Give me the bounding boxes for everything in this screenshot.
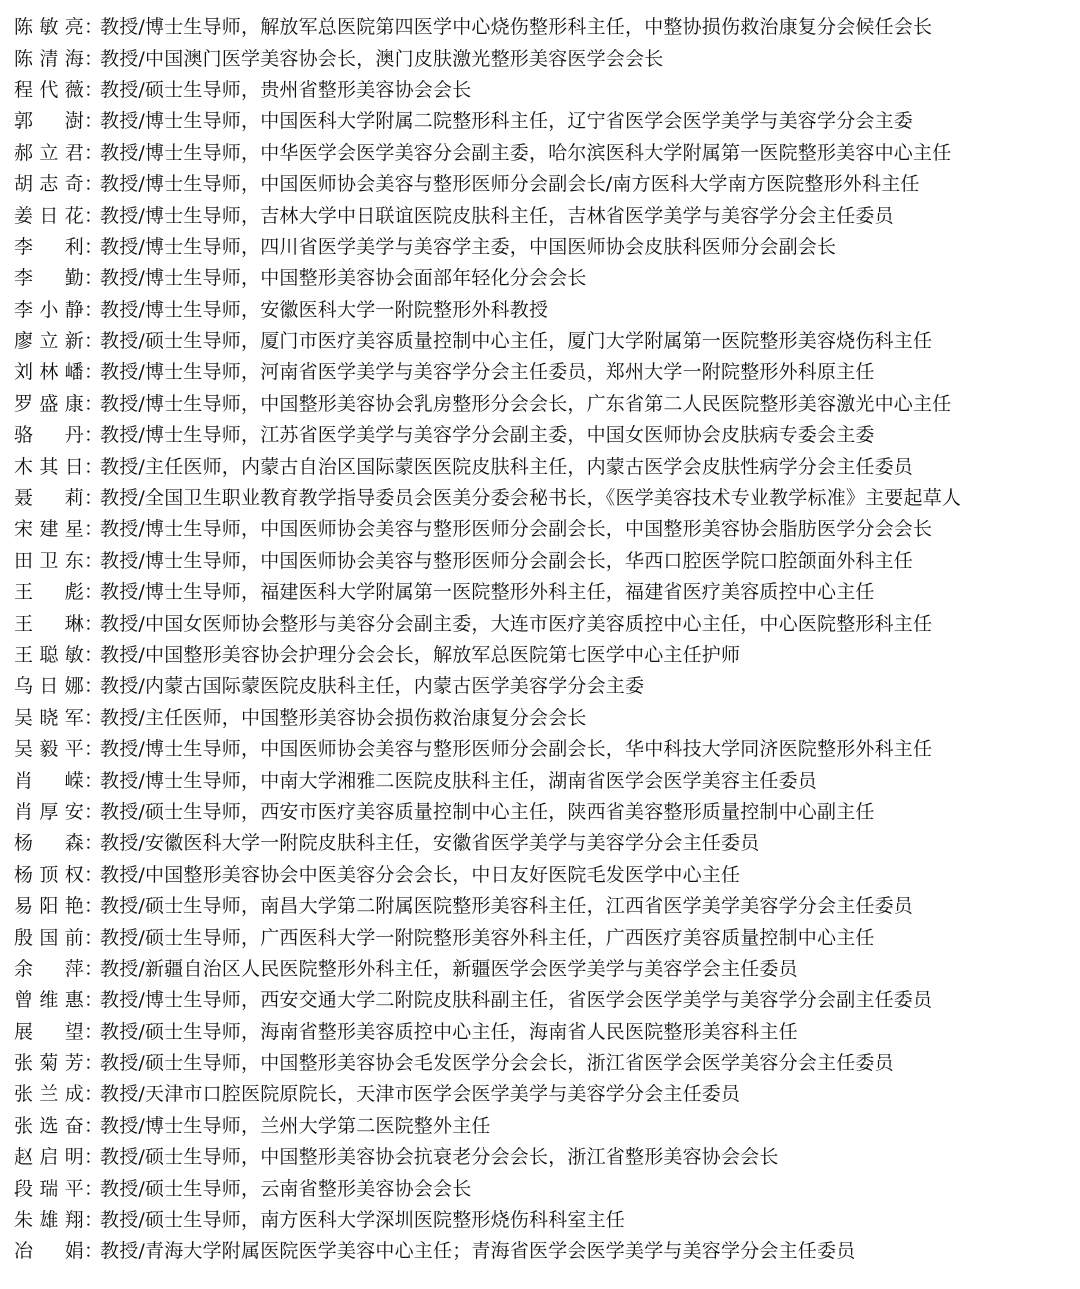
- expert-description: 教授/中国女医师协会整形与美容分会副主委，大连市医疗美容质控中心主任，中心医院整形科主任: [100, 612, 933, 635]
- list-item: [14, 167, 1074, 198]
- list-item: [14, 763, 1074, 794]
- list-item: [14, 481, 1074, 512]
- separator: ：: [84, 361, 104, 384]
- expert-description: 教授/主任医师，中国整形美容协会损伤救治康复分会会长: [100, 706, 587, 729]
- list-item: [14, 983, 1074, 1014]
- expert-name: 木其日: [14, 455, 84, 478]
- expert-name: 骆 丹: [14, 424, 84, 447]
- separator: ：: [84, 1114, 104, 1137]
- separator: ：: [84, 549, 104, 572]
- expert-name: 程代薇: [14, 78, 84, 101]
- separator: ：: [84, 989, 104, 1012]
- expert-name: 宋建星: [14, 518, 84, 541]
- expert-description: 教授/中国澳门医学美容协会长，澳门皮肤激光整形美容医学会会长: [100, 47, 664, 70]
- separator: ：: [84, 675, 104, 698]
- expert-description: 教授/主任医师，内蒙古自治区国际蒙医医院皮肤科主任，内蒙古医学会皮肤性病学分会主任委员: [100, 455, 914, 478]
- list-item: [14, 41, 1074, 72]
- expert-name: 张选奋: [14, 1114, 84, 1137]
- expert-description: 教授/博士生导师，河南省医学美学与美容学分会主任委员，郑州大学一附院整形外科原主任: [100, 361, 875, 384]
- expert-description: 教授/博士生导师，吉林大学中日联谊医院皮肤科主任，吉林省医学美学与美容学分会主任委员: [100, 204, 894, 227]
- separator: ：: [84, 895, 104, 918]
- expert-description: 教授/博士生导师，中南大学湘雅二医院皮肤科主任，湖南省医学会医学美容主任委员: [100, 769, 818, 792]
- expert-description: 教授/安徽医科大学一附院皮肤科主任，安徽省医学美学与美容学分会主任委员: [100, 832, 760, 855]
- expert-description: 教授/博士生导师，西安交通大学二附院皮肤科副主任，省医学会医学美学与美容学分会副主任委员: [100, 989, 933, 1012]
- separator: ：: [84, 1177, 104, 1200]
- list-item: [14, 920, 1074, 951]
- expert-name: 郝立君: [14, 141, 84, 164]
- list-item: [14, 104, 1074, 135]
- separator: ：: [84, 706, 104, 729]
- expert-description: 教授/硕士生导师，云南省整形美容协会会长: [100, 1177, 472, 1200]
- separator: ：: [84, 1083, 104, 1106]
- expert-name: 王 琳: [14, 612, 84, 635]
- separator: ：: [84, 957, 104, 980]
- separator: ：: [84, 1146, 104, 1169]
- separator: ：: [84, 738, 104, 761]
- list-item: [14, 1015, 1074, 1046]
- expert-description: 教授/博士生导师，中国医师协会美容与整形医师分会副会长/南方医科大学南方医院整形外科主任: [100, 173, 920, 196]
- expert-description: 教授/博士生导师，中国整形美容协会面部年轻化分会会长: [100, 267, 587, 290]
- separator: ：: [84, 78, 104, 101]
- separator: ：: [84, 1240, 104, 1263]
- expert-name: 王 彪: [14, 581, 84, 604]
- expert-description: 教授/硕士生导师，中国整形美容协会抗衰老分会会长，浙江省整形美容协会会长: [100, 1146, 779, 1169]
- expert-description: 教授/硕士生导师，海南省整形美容质控中心主任，海南省人民医院整形美容科主任: [100, 1020, 798, 1043]
- separator: ：: [84, 926, 104, 949]
- list-item: [14, 1140, 1074, 1171]
- expert-name: 吴晓军: [14, 706, 84, 729]
- separator: ：: [84, 769, 104, 792]
- separator: ：: [84, 800, 104, 823]
- list-item: [14, 10, 1074, 41]
- list-item: [14, 1046, 1074, 1077]
- expert-description: 教授/博士生导师，安徽医科大学一附院整形外科教授: [100, 298, 549, 321]
- list-item: [14, 387, 1074, 418]
- separator: ：: [84, 267, 104, 290]
- separator: ：: [84, 1209, 104, 1232]
- separator: ：: [84, 47, 104, 70]
- expert-description: 教授/新疆自治区人民医院整形外科主任，新疆医学会医学美学与美容学会主任委员: [100, 957, 798, 980]
- separator: ：: [84, 330, 104, 353]
- expert-name: 陈敏亮: [14, 16, 84, 39]
- expert-description: 教授/博士生导师，中华医学会医学美容分会副主委，哈尔滨医科大学附属第一医院整形美容中心主任: [100, 141, 952, 164]
- list-item: [14, 952, 1074, 983]
- expert-name: 刘林嶓: [14, 361, 84, 384]
- expert-description: 教授/硕士生导师，广西医科大学一附院整形美容外科主任，广西医疗美容质量控制中心主任: [100, 926, 875, 949]
- list-item: [14, 669, 1074, 700]
- list-item: [14, 293, 1074, 324]
- separator: ：: [84, 518, 104, 541]
- list-item: [14, 1203, 1074, 1234]
- expert-name: 余 萍: [14, 957, 84, 980]
- separator: ：: [84, 235, 104, 258]
- expert-name: 姜日花: [14, 204, 84, 227]
- expert-description: 教授/博士生导师，中国医师协会美容与整形医师分会副会长，中国整形美容协会脂肪医学分会会长: [100, 518, 933, 541]
- expert-name: 聂 莉: [14, 487, 84, 510]
- separator: ：: [84, 1020, 104, 1043]
- expert-name: 殷国前: [14, 926, 84, 949]
- list-item: [14, 449, 1074, 480]
- list-item: [14, 418, 1074, 449]
- list-item: [14, 826, 1074, 857]
- list-item: [14, 732, 1074, 763]
- expert-name: 易阳艳: [14, 895, 84, 918]
- expert-description: 教授/博士生导师，兰州大学第二医院整外主任: [100, 1114, 491, 1137]
- list-item: [14, 795, 1074, 826]
- separator: ：: [84, 110, 104, 133]
- separator: ：: [84, 141, 104, 164]
- expert-name: 肖 嵘: [14, 769, 84, 792]
- list-item: [14, 324, 1074, 355]
- list-item: [14, 198, 1074, 229]
- separator: ：: [84, 644, 104, 666]
- expert-name: 李小静: [14, 298, 84, 321]
- expert-name: 曾维惠: [14, 989, 84, 1012]
- separator: ：: [84, 392, 104, 415]
- expert-name: 乌日娜: [14, 675, 84, 698]
- expert-name: 赵启明: [14, 1146, 84, 1169]
- expert-name: 郭 澍: [14, 110, 84, 133]
- expert-name: 段瑞平: [14, 1177, 84, 1200]
- expert-description: 教授/博士生导师，江苏省医学美学与美容学分会副主委，中国女医师协会皮肤病专委会主委: [100, 424, 875, 447]
- expert-name: 田卫东: [14, 549, 84, 572]
- expert-description: 教授/中国整形美容协会护理分会会长，解放军总医院第七医学中心主任护师: [100, 644, 741, 666]
- expert-description: 教授/硕士生导师，中国整形美容协会毛发医学分会会长，浙江省医学会医学美容分会主任委员: [100, 1052, 894, 1075]
- list-item: [14, 261, 1074, 292]
- expert-description: 教授/博士生导师，福建医科大学附属第一医院整形外科主任，福建省医疗美容质控中心主任: [100, 581, 875, 604]
- expert-description: 教授/全国卫生职业教育教学指导委员会医美分委会秘书长，《医学美容技术专业教学标准》主要起草人: [100, 487, 962, 510]
- expert-description: 教授/博士生导师，中国整形美容协会乳房整形分会会长，广东省第二人民医院整形美容激光中心主任: [100, 392, 952, 415]
- expert-description: 教授/硕士生导师，贵州省整形美容协会会长: [100, 78, 472, 101]
- list-item: [14, 1109, 1074, 1140]
- expert-name: 朱雄翔: [14, 1209, 84, 1232]
- list-item: [14, 889, 1074, 920]
- separator: ：: [84, 487, 104, 510]
- list-item: [14, 512, 1074, 543]
- expert-list: [14, 10, 1074, 1266]
- expert-name: 廖立新: [14, 330, 84, 353]
- separator: ：: [84, 204, 104, 227]
- expert-description: 教授/青海大学附属医院医学美容中心主任；青海省医学会医学美学与美容学分会主任委员: [100, 1240, 856, 1263]
- expert-name: 肖厚安: [14, 800, 84, 823]
- expert-description: 教授/硕士生导师，西安市医疗美容质量控制中心主任，陕西省美容整形质量控制中心副主任: [100, 800, 875, 823]
- expert-name: 杨 森: [14, 832, 84, 855]
- separator: ：: [84, 863, 104, 886]
- expert-name: 展 望: [14, 1020, 84, 1043]
- list-item: [14, 1234, 1074, 1265]
- list-item: [14, 136, 1074, 167]
- list-item: [14, 73, 1074, 104]
- list-item: [14, 544, 1074, 575]
- expert-name: 杨顶权: [14, 863, 84, 886]
- expert-description: 教授/博士生导师，中国医师协会美容与整形医师分会副会长，华西口腔医学院口腔颌面外科主任: [100, 549, 914, 572]
- expert-name: 李 勤: [14, 267, 84, 290]
- separator: ：: [84, 832, 104, 855]
- list-item: [14, 701, 1074, 732]
- list-item: [14, 230, 1074, 261]
- expert-description: 教授/硕士生导师，厦门市医疗美容质量控制中心主任，厦门大学附属第一医院整形美容烧伤科主任: [100, 330, 933, 353]
- expert-name: 胡志奇: [14, 173, 84, 196]
- separator: ：: [84, 298, 104, 321]
- separator: ：: [84, 581, 104, 604]
- expert-description: 教授/博士生导师，中国医师协会美容与整形医师分会副会长，华中科技大学同济医院整形外科主任: [100, 738, 933, 761]
- list-item: [14, 606, 1074, 637]
- list-item: [14, 1171, 1074, 1202]
- expert-description: 教授/中国整形美容协会中医美容分会会长，中日友好医院毛发医学中心主任: [100, 863, 741, 886]
- expert-description: 教授/博士生导师，中国医科大学附属二院整形科主任，辽宁省医学会医学美学与美容学分会主委: [100, 110, 914, 133]
- list-item: [14, 355, 1074, 386]
- expert-name: 陈清海: [14, 47, 84, 70]
- expert-name: 李 利: [14, 235, 84, 258]
- expert-name: 罗盛康: [14, 392, 84, 415]
- expert-name: 张菊芳: [14, 1052, 84, 1075]
- expert-description: 教授/硕士生导师，南方医科大学深圳医院整形烧伤科科室主任: [100, 1209, 626, 1232]
- expert-description: 教授/内蒙古国际蒙医院皮肤科主任，内蒙古医学美容学分会主委: [100, 675, 645, 698]
- list-item: [14, 575, 1074, 606]
- separator: ：: [84, 173, 104, 196]
- separator: ：: [84, 455, 104, 478]
- list-item: [14, 1077, 1074, 1108]
- separator: ：: [84, 612, 104, 635]
- expert-name: 张兰成: [14, 1083, 84, 1106]
- expert-name: 王聪敏: [14, 644, 84, 666]
- list-item: [14, 638, 1074, 669]
- separator: ：: [84, 16, 104, 39]
- list-item: [14, 858, 1074, 889]
- expert-description: 教授/博士生导师，解放军总医院第四医学中心烧伤整形科主任，中整协损伤救治康复分会候任会长: [100, 16, 933, 39]
- separator: ：: [84, 424, 104, 447]
- expert-description: 教授/天津市口腔医院原院长，天津市医学会医学美学与美容学分会主任委员: [100, 1083, 741, 1106]
- separator: ：: [84, 1052, 104, 1075]
- expert-name: 冶 娟: [14, 1240, 84, 1263]
- expert-name: 吴毅平: [14, 738, 84, 761]
- expert-description: 教授/博士生导师，四川省医学美学与美容学主委，中国医师协会皮肤科医师分会副会长: [100, 235, 837, 258]
- expert-description: 教授/硕士生导师，南昌大学第二附属医院整形美容科主任，江西省医学美学美容学分会主任委员: [100, 895, 914, 918]
